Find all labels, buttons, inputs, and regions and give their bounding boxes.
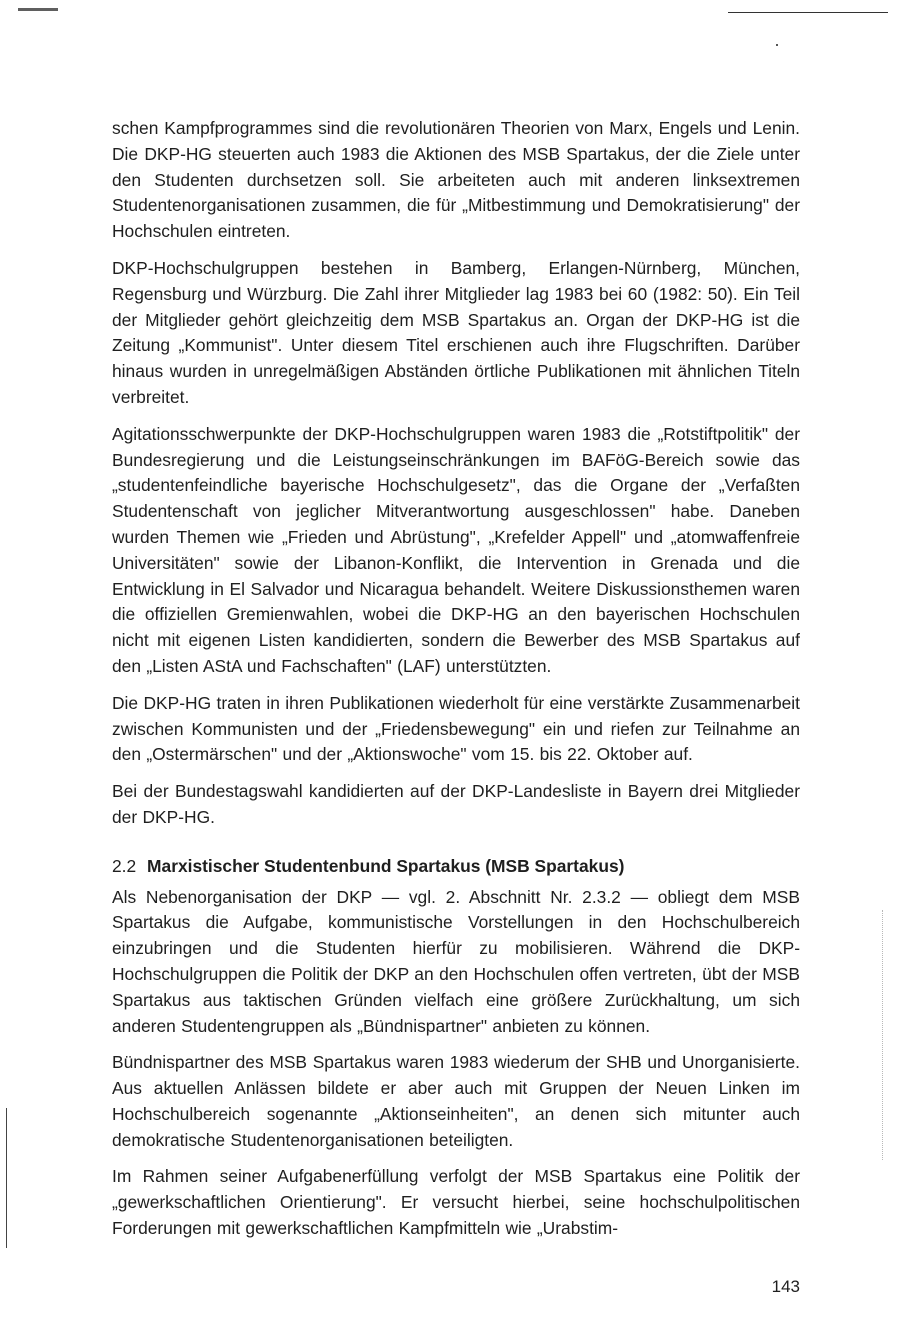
section-title: Marxistischer Studentenbund Spartakus (MSB Spartakus) — [147, 855, 625, 876]
paragraph-7: Bündnispartner des MSB Spartakus waren 1983 wiederum der SHB und Unorganisierte. Aus aktuellen Anlässen bildete er aber auch mit Gruppen der Neuen Linken im Hochschulbereich sogenannte „Aktionseinheiten", an denen sich mitunter auch demokratische Studentenorganisationen beteiligten. — [112, 1052, 800, 1150]
section-heading — [112, 854, 800, 880]
scan-artifact — [882, 910, 886, 1160]
scan-corner-mark — [18, 8, 58, 11]
scan-speck — [776, 44, 778, 46]
paragraph-1: schen Kampfprogrammes sind die revolutionären Theorien von Marx, Engels und Lenin. Die DKP-HG steuerten auch 1983 die Aktionen des MSB Spartakus, der die Ziele unter den Studenten durchsetzen soll. Sie arbeiteten auch mit anderen linksextremen Studentenorganisationen zusammen, die für „Mitbestimmung und Demokratisierung" der Hochschulen eintreten. — [112, 118, 800, 242]
paragraph-2: DKP-Hochschulgruppen bestehen in Bamberg, Erlangen-Nürnberg, München, Regensburg und Würzburg. Die Zahl ihrer Mitglieder lag 1983 bei 60 (1982: 50). Ein Teil der Mitglieder gehört gleichzeitig dem MSB Spartakus an. Organ der DKP-HG ist die Zeitung „Kommunist". Unter diesem Titel erschienen auch ihre Flugschriften. Darüber hinaus wurden in unregelmäßigen Abständen örtliche Publikationen mit ähnlichen Titeln verbreitet. — [112, 257, 800, 407]
header-rule — [728, 12, 888, 13]
paragraph-8: Im Rahmen seiner Aufgabenerfüllung verfolgt der MSB Spartakus eine Politik der „gewerkschaftlichen Orientierung". Er versucht hierbei, seine hochschulpolitischen Forderungen mit gewerkschaftlichen Kampfmitteln wie „Urabstim- — [112, 1166, 800, 1239]
margin-mark — [6, 1108, 7, 1248]
body-text — [112, 116, 800, 1253]
section-number: 2.2 — [112, 855, 137, 876]
page-number: 143 — [771, 1277, 800, 1296]
paragraph-3: Agitationsschwerpunkte der DKP-Hochschulgruppen waren 1983 die „Rotstiftpolitik" der Bundesregierung und die Leistungseinschränkungen im BAFöG-Bereich sowie das „studentenfeindliche bayerische Hochschulgesetz", das die Organe der „Verfaßten Studentenschaft von jeglicher Mitverantwortung ausgeschlossen" habe. Daneben wurden Themen wie „Frieden und Abrüstung", „Krefelder Appell" und „atomwaffenfreie Universitäten" sowie der Libanon-Konflikt, die Intervention in Grenada und die Entwicklung in El Salvador und Nicaragua behandelt. Weitere Diskussionsthemen waren die offiziellen Gremienwahlen, wobei die DKP-HG an den bayerischen Hochschulen nicht mit eigenen Listen kandidierten, sondern die Bewerber des MSB Spartakus auf den „Listen AStA und Fachschaften" (LAF) unterstützten. — [112, 423, 800, 676]
paragraph-6: Als Nebenorganisation der DKP — vgl. 2. Abschnitt Nr. 2.3.2 — obliegt dem MSB Spartakus die Aufgabe, kommunistische Vorstellungen in den Hochschulbereich einzubringen und die Studenten hierfür zu mobilisieren. Während die DKP-Hochschulgruppen die Politik der DKP an den Hochschulen offen vertreten, übt der MSB Spartakus aus taktischen Gründen vielfach eine größere Zurückhaltung, um sich anderen Studentengruppen als „Bündnispartner" anbieten zu können. — [112, 886, 800, 1036]
paragraph-4: Die DKP-HG traten in ihren Publikationen wiederholt für eine verstärkte Zusammenarbeit zwischen Kommunisten und der „Friedensbewegung" ein und riefen zur Teilnahme an den „Ostermärschen" und der „Aktionswoche" vom 15. bis 22. Oktober auf. — [112, 692, 800, 765]
paragraph-5: Bei der Bundestagswahl kandidierten auf der DKP-Landesliste in Bayern drei Mitglieder der DKP-HG. — [112, 781, 800, 827]
